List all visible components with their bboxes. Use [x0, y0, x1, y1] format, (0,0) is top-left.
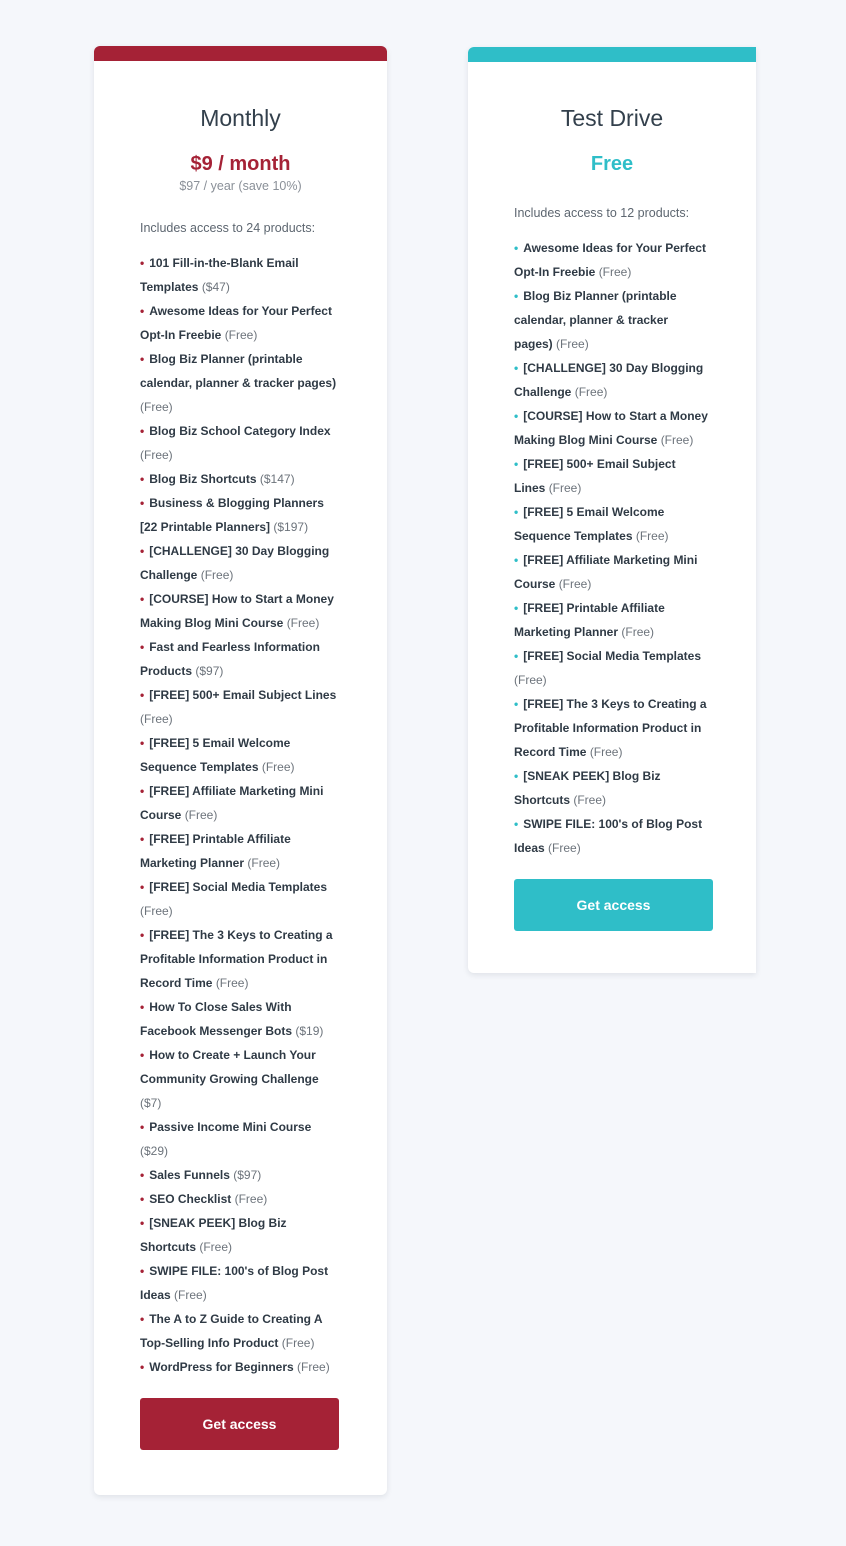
product-name: [FREE] 5 Email Welcome Sequence Templates	[140, 736, 291, 774]
product-list-item	[140, 491, 341, 539]
product-list-item	[140, 827, 341, 875]
product-list-item	[140, 1211, 341, 1259]
bullet-icon: •	[140, 1216, 145, 1230]
product-list-item	[514, 548, 710, 596]
product-name: [FREE] Affiliate Marketing Mini Course	[514, 553, 698, 591]
bullet-icon: •	[140, 592, 145, 606]
bullet-icon: •	[140, 1264, 145, 1278]
product-price: (Free)	[514, 673, 547, 687]
product-price: (Free)	[573, 793, 607, 807]
bullet-icon: •	[140, 1192, 145, 1206]
get-access-button[interactable]: Get access	[140, 1398, 339, 1450]
bullet-icon: •	[514, 505, 519, 519]
product-price: (Free)	[621, 625, 655, 639]
plan-title: Monthly	[200, 105, 281, 131]
plan-price: $9 / month	[190, 153, 291, 175]
bullet-icon: •	[140, 496, 145, 510]
product-list-item	[514, 500, 710, 548]
bullet-icon: •	[514, 409, 519, 423]
plan-accent-bar	[468, 47, 756, 62]
product-price: ($97)	[233, 1168, 262, 1182]
product-list-item	[140, 467, 341, 491]
product-list-item	[514, 764, 710, 812]
plan-includes-label: Includes access to 24 products:	[140, 221, 316, 235]
product-list-item	[514, 644, 710, 692]
product-name: How to Create + Launch Your Community Growing Challenge	[140, 1048, 319, 1086]
bullet-icon: •	[514, 697, 519, 711]
product-name: [FREE] 500+ Email Subject Lines	[149, 688, 337, 702]
product-name: [FREE] Affiliate Marketing Mini Course	[140, 784, 324, 822]
product-price: ($29)	[140, 1144, 169, 1158]
product-price: (Free)	[140, 400, 173, 414]
product-name: SEO Checklist	[149, 1192, 232, 1206]
bullet-icon: •	[140, 1168, 145, 1182]
product-name: Blog Biz School Category Index	[149, 424, 331, 438]
product-list-item	[514, 404, 710, 452]
bullet-icon: •	[140, 1312, 145, 1326]
product-price: (Free)	[174, 1288, 207, 1302]
plan-price: Free	[590, 153, 634, 175]
product-price: (Free)	[234, 1192, 268, 1206]
bullet-icon: •	[514, 769, 519, 783]
product-price: ($147)	[259, 472, 295, 486]
bullet-icon: •	[140, 352, 145, 366]
product-list-item	[140, 635, 341, 683]
bullet-icon: •	[140, 256, 145, 270]
product-list-item	[514, 356, 710, 404]
product-price: (Free)	[199, 1240, 233, 1254]
product-list-item	[514, 452, 710, 500]
product-name: [SNEAK PEEK] Blog Biz Shortcuts	[140, 1216, 287, 1254]
product-name: [FREE] 5 Email Welcome Sequence Templates	[514, 505, 665, 543]
plan-card-monthly	[94, 46, 387, 1495]
product-name: SWIPE FILE: 100's of Blog Post Ideas	[514, 817, 703, 855]
product-list-item	[140, 587, 341, 635]
product-price: (Free)	[635, 529, 669, 543]
product-list-item	[140, 683, 341, 731]
product-name: [SNEAK PEEK] Blog Biz Shortcuts	[514, 769, 661, 807]
product-name: [FREE] 500+ Email Subject Lines	[514, 457, 676, 495]
product-price: ($47)	[201, 280, 230, 294]
product-list-item	[140, 875, 341, 923]
product-price: (Free)	[548, 481, 582, 495]
product-list-item	[514, 236, 710, 284]
bullet-icon: •	[140, 304, 145, 318]
product-price: (Free)	[261, 760, 295, 774]
product-price: (Free)	[184, 808, 218, 822]
bullet-icon: •	[514, 289, 519, 303]
product-price: ($97)	[195, 664, 224, 678]
product-list-item	[514, 596, 710, 644]
product-name: [FREE] Social Media Templates	[523, 649, 702, 663]
product-list-item	[140, 251, 341, 299]
bullet-icon: •	[514, 241, 519, 255]
product-list-item	[140, 1115, 341, 1163]
product-name: WordPress for Beginners	[149, 1360, 294, 1374]
product-name: [COURSE] How to Start a Money Making Blog Mini Course	[514, 409, 708, 447]
product-name: [FREE] The 3 Keys to Creating a Profitable Information Product in Record Time	[140, 928, 333, 990]
product-price: (Free)	[589, 745, 623, 759]
product-price: (Free)	[598, 265, 632, 279]
bullet-icon: •	[140, 736, 145, 750]
product-price: (Free)	[140, 448, 173, 462]
bullet-icon: •	[140, 1000, 145, 1014]
product-name: 101 Fill-in-the-Blank Email Templates	[140, 256, 299, 294]
plan-price-annual: $97 / year (save 10%)	[179, 179, 302, 193]
product-name: The A to Z Guide to Creating A Top-Selling Info Product	[140, 1312, 323, 1350]
product-name: Passive Income Mini Course	[149, 1120, 312, 1134]
product-price: (Free)	[548, 841, 581, 855]
product-list-item	[514, 692, 710, 764]
plan-accent-bar	[94, 46, 387, 61]
get-access-button[interactable]: Get access	[514, 879, 713, 931]
product-list-item	[140, 1187, 341, 1211]
product-name: [FREE] Social Media Templates	[149, 880, 328, 894]
product-price: (Free)	[200, 568, 234, 582]
product-name: Fast and Fearless Information Products	[140, 640, 320, 678]
product-name: Blog Biz Planner (printable calendar, planner & tracker pages)	[514, 289, 677, 351]
product-price: (Free)	[558, 577, 592, 591]
product-list	[140, 251, 341, 1379]
bullet-icon: •	[514, 457, 519, 471]
bullet-icon: •	[514, 649, 519, 663]
product-list-item	[140, 1259, 341, 1307]
bullet-icon: •	[140, 928, 145, 942]
product-name: Business & Blogging Planners [22 Printable Planners]	[140, 496, 324, 534]
product-list-item	[140, 347, 341, 419]
product-name: Blog Biz Shortcuts	[149, 472, 257, 486]
product-list-item	[140, 539, 341, 587]
bullet-icon: •	[140, 688, 145, 702]
plan-card-test-drive	[468, 47, 756, 973]
product-price: (Free)	[281, 1336, 315, 1350]
plan-includes-label: Includes access to 12 products:	[514, 206, 690, 220]
bullet-icon: •	[514, 601, 519, 615]
product-list-item	[140, 731, 341, 779]
bullet-icon: •	[514, 361, 519, 375]
product-list-item	[140, 923, 341, 995]
product-name: Blog Biz Planner (printable calendar, planner & tracker pages)	[140, 352, 337, 390]
product-price: (Free)	[556, 337, 589, 351]
bullet-icon: •	[514, 553, 519, 567]
product-name: SWIPE FILE: 100's of Blog Post Ideas	[140, 1264, 329, 1302]
product-price: (Free)	[140, 904, 173, 918]
product-list-item	[140, 1307, 341, 1355]
product-price: (Free)	[224, 328, 258, 342]
product-list-item	[140, 995, 341, 1043]
product-list-item	[140, 1043, 341, 1115]
plan-card-body	[94, 105, 387, 1450]
product-name: [CHALLENGE] 30 Day Blogging Challenge	[140, 544, 330, 582]
product-price: (Free)	[140, 712, 173, 726]
product-list	[514, 236, 710, 860]
bullet-icon: •	[140, 784, 145, 798]
product-name: [FREE] Printable Affiliate Marketing Planner	[514, 601, 665, 639]
product-price: ($197)	[273, 520, 309, 534]
product-name: [CHALLENGE] 30 Day Blogging Challenge	[514, 361, 704, 399]
product-price: (Free)	[297, 1360, 330, 1374]
bullet-icon: •	[140, 544, 145, 558]
product-name: Awesome Ideas for Your Perfect Opt-In Freebie	[514, 241, 706, 279]
bullet-icon: •	[140, 640, 145, 654]
product-price: (Free)	[247, 856, 281, 870]
bullet-icon: •	[140, 1360, 145, 1374]
product-price: (Free)	[574, 385, 608, 399]
product-list-item	[140, 1355, 341, 1379]
product-name: [FREE] The 3 Keys to Creating a Profitable Information Product in Record Time	[514, 697, 707, 759]
product-name: Sales Funnels	[149, 1168, 230, 1182]
bullet-icon: •	[514, 817, 519, 831]
product-price: ($7)	[140, 1096, 162, 1110]
bullet-icon: •	[140, 1120, 145, 1134]
product-list-item	[514, 812, 710, 860]
product-list-item	[140, 779, 341, 827]
bullet-icon: •	[140, 880, 145, 894]
plan-card-body	[468, 105, 756, 931]
product-list-item	[140, 1163, 341, 1187]
product-price: ($19)	[295, 1024, 324, 1038]
plan-title: Test Drive	[560, 105, 664, 131]
product-price: (Free)	[660, 433, 694, 447]
product-name: [FREE] Printable Affiliate Marketing Planner	[140, 832, 291, 870]
bullet-icon: •	[140, 424, 145, 438]
bullet-icon: •	[140, 472, 145, 486]
product-name: [COURSE] How to Start a Money Making Blog Mini Course	[140, 592, 334, 630]
bullet-icon: •	[140, 832, 145, 846]
product-list-item	[140, 419, 341, 467]
product-list-item	[514, 284, 710, 356]
product-name: Awesome Ideas for Your Perfect Opt-In Freebie	[140, 304, 332, 342]
product-price: (Free)	[286, 616, 320, 630]
product-price: (Free)	[215, 976, 249, 990]
product-list-item	[140, 299, 341, 347]
product-name: How To Close Sales With Facebook Messenger Bots	[140, 1000, 293, 1038]
bullet-icon: •	[140, 1048, 145, 1062]
